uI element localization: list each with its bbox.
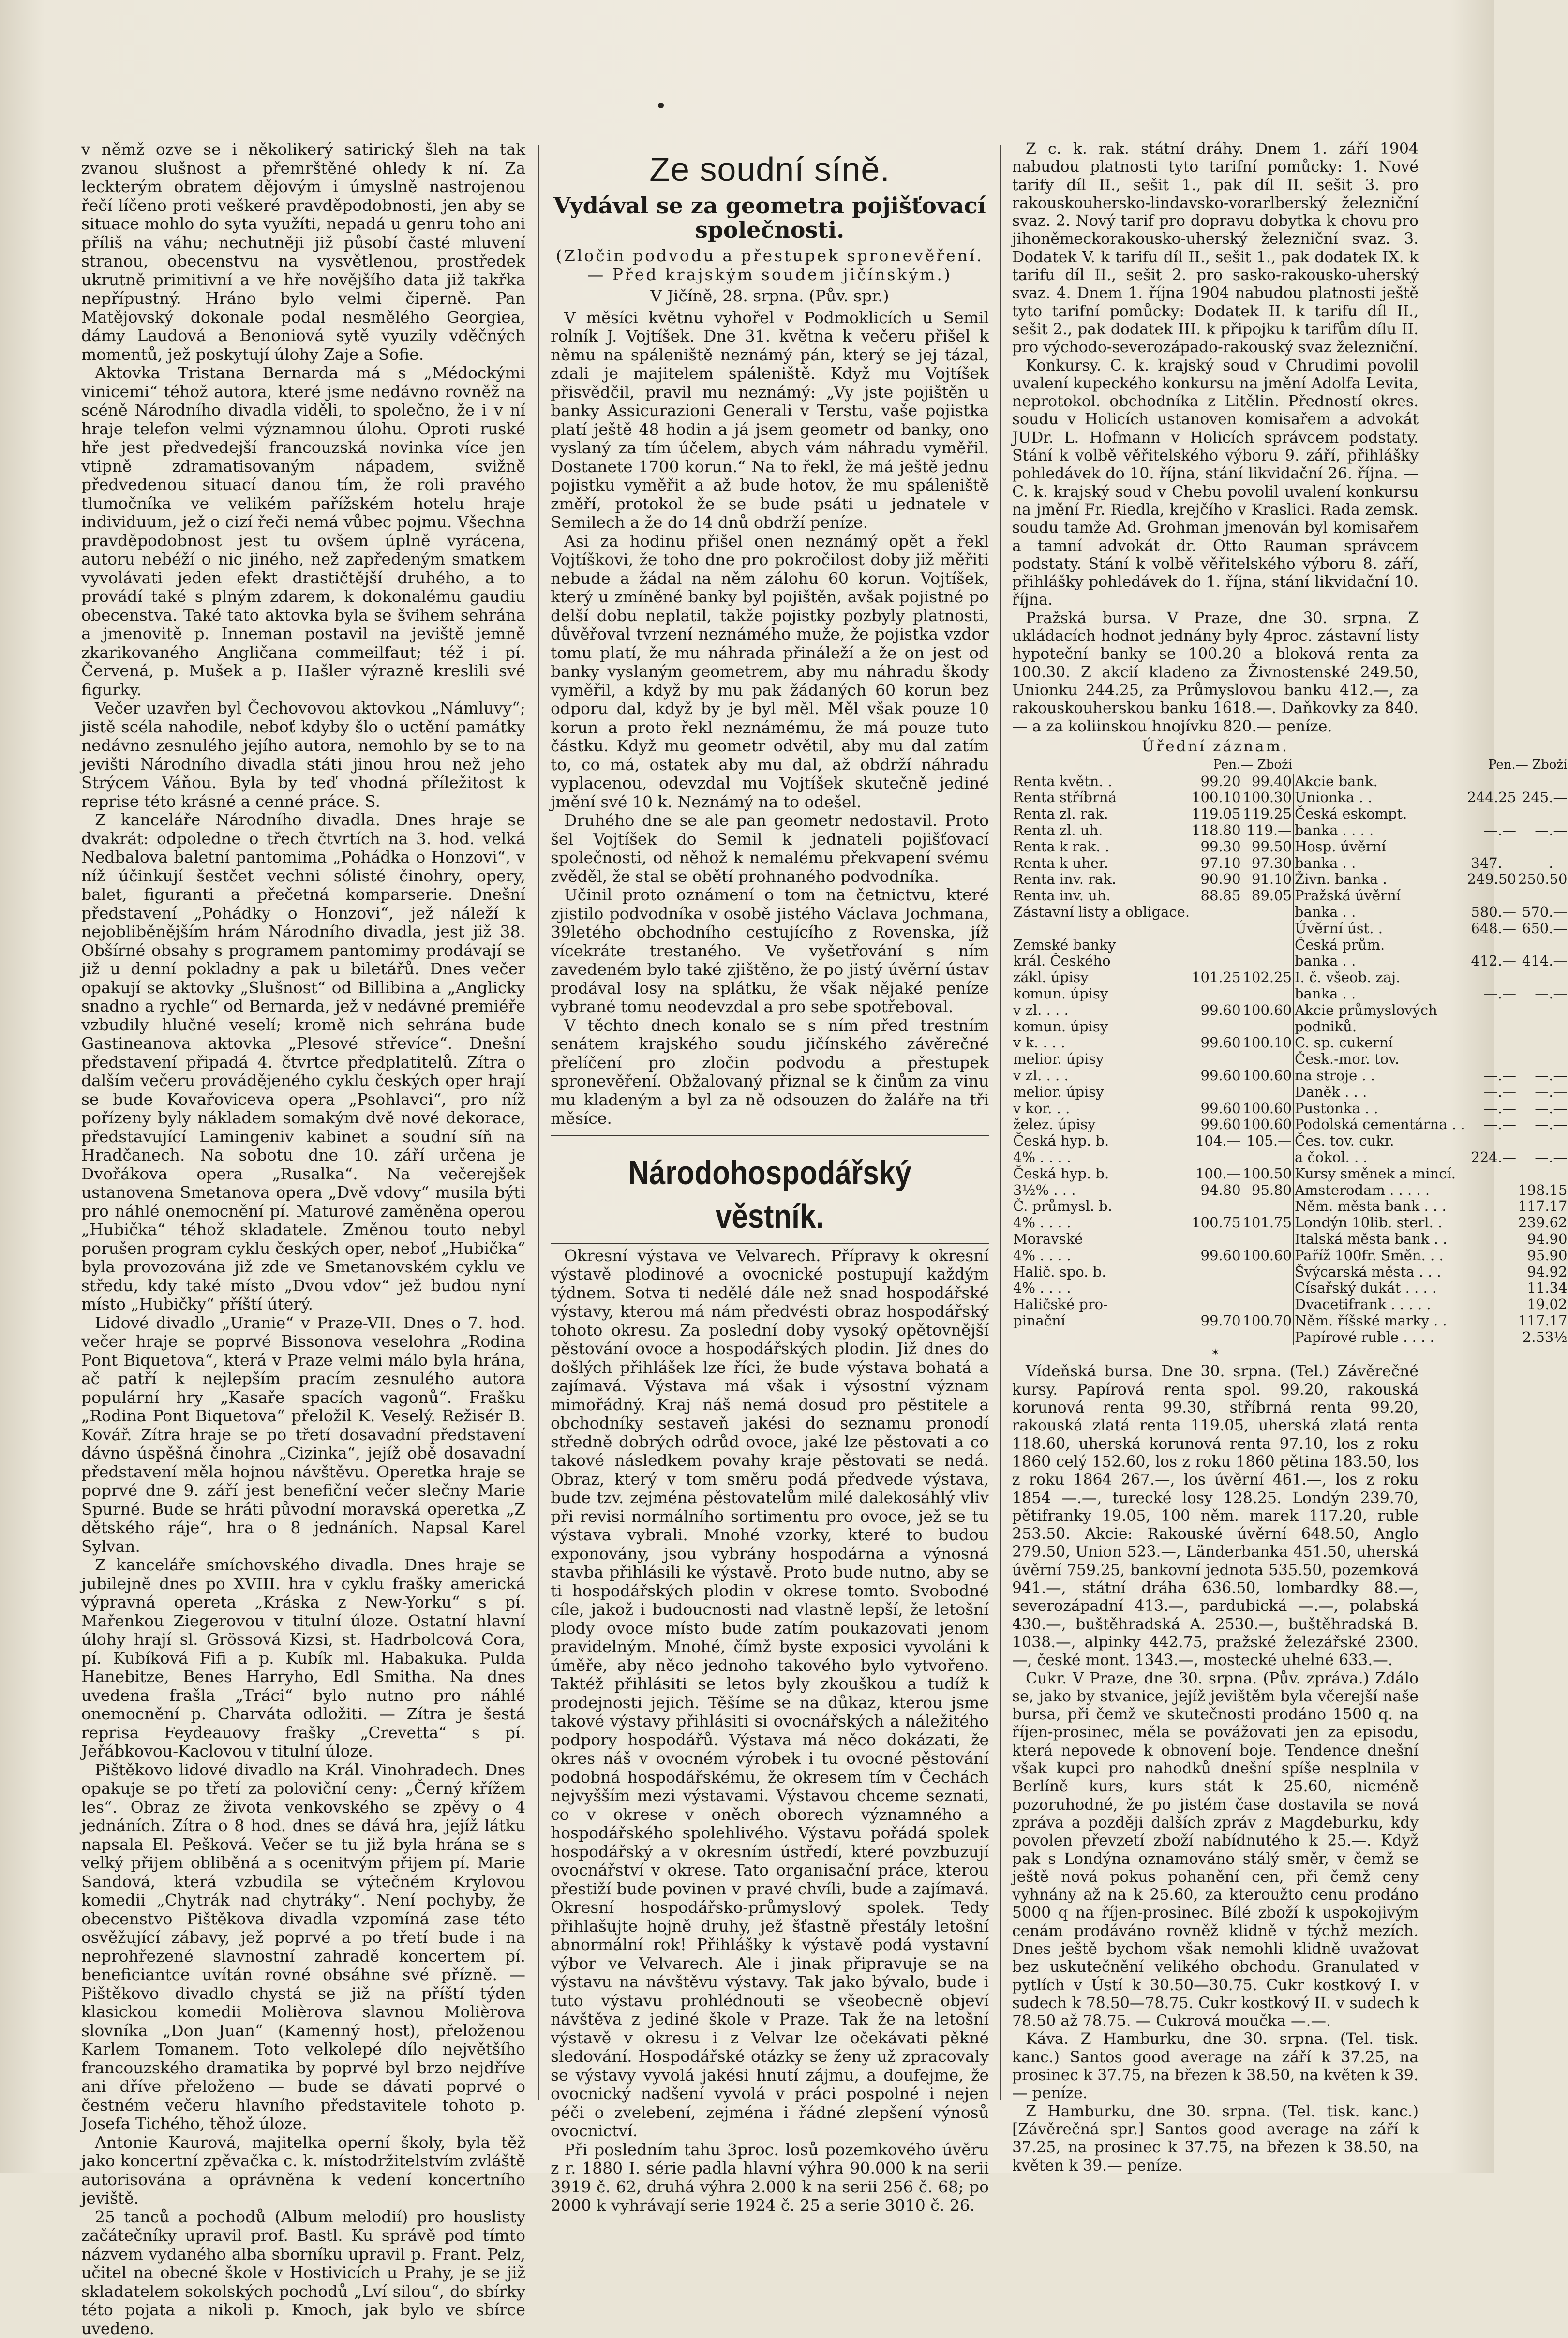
table-cell: 245.—: [1517, 789, 1568, 806]
table-cell: [1517, 1166, 1568, 1182]
table-row: [1012, 1117, 1568, 1133]
table-cell: —.—: [1466, 1101, 1517, 1117]
table-cell: 89.05: [1242, 888, 1293, 904]
table-cell: [1466, 1329, 1517, 1346]
table-row: [1012, 1264, 1568, 1281]
table-cell: [1242, 937, 1293, 953]
table-cell: [1466, 1215, 1517, 1231]
table-cell: Londýn 10lib. sterl. .: [1293, 1215, 1466, 1231]
table-cell: Renta stříbrná: [1012, 789, 1191, 806]
table-cell: Amsterodam . . . . .: [1293, 1182, 1466, 1199]
table-cell: v zl. . . .: [1012, 1068, 1191, 1084]
table-cell: —.—: [1517, 1117, 1568, 1133]
table-row: [1012, 1084, 1568, 1101]
table-row: [1012, 888, 1568, 904]
table-cell: 100.60: [1242, 1117, 1293, 1133]
table-cell: [1466, 839, 1517, 855]
table-cell: Zástavní listy a obligace.: [1012, 904, 1191, 921]
table-cell: [1242, 1231, 1293, 1248]
table-cell: 4% . . . .: [1012, 1215, 1191, 1231]
table-cell: Moravské: [1012, 1231, 1191, 1248]
table-cell: Zemské banky: [1012, 937, 1191, 953]
table-cell: 99.30: [1191, 839, 1241, 855]
table-cell: [1466, 1019, 1517, 1035]
table-cell: 19.02: [1517, 1296, 1568, 1313]
table-cell: —.—: [1517, 855, 1568, 872]
table-row: [1012, 1231, 1568, 1248]
rates-table: [1012, 757, 1568, 1346]
table-cell: —.—: [1517, 822, 1568, 839]
table-row: [1012, 1329, 1568, 1346]
table-header: Pen.— Zboží: [1293, 757, 1568, 774]
table-cell: Daněk . . .: [1293, 1084, 1466, 1101]
table-row: [1012, 1248, 1568, 1264]
table-cell: 580.—: [1466, 904, 1517, 921]
article-paragraph: 25 tanců a pochodů (Album melodií) pro houslisty začátečníky upravil prof. Bastl. Ku správě pod tímto názvem vydaného alba sborníku upravil p. Frant. Pelz, učitel na obecné škole v Hostivicích u Prahy, je se již skladatelem sokolských pochodů „Lví silou“, do sbírky této pojata a nikoli p. Kmoch, jak bylo ve sbírce uvedeno.: [81, 2208, 525, 2338]
table-cell: Papírové ruble . . . .: [1293, 1329, 1466, 1346]
section-heading: Národohospodářský věstník.: [581, 1151, 958, 1238]
article-paragraph: Asi za hodinu přišel onen neznámý opět a řekl Vojtíškovi, že toho dne pro pokročilost doby již měřiti nebude a žádal na něm zálohu 60 korun. Vojtíšek, který u zmíněné banky byl pojištěn, avšak pojistné po delší dobu neplatil, takže pojistky pozbyly platnosti, důvěřoval tvrzení neznámého muže, že pojistka vzdor tomu platí, že mu náhrada přináleží a že on jest od banky vyslaným geometrem, aby mu náhradu škody vyměřil, a když by mu pak žádaných 60 korun bez odporu dal, když by je byl měl. Měl však pouze 10 korun a proto řekl neznámému, že má pouze tuto částku. Když mu geometr odvětil, aby mu dal zatím to, co má, ostatek aby mu dal, až obdrží náhradu vyplacenou, odevzdal mu Vojtíšek skutečně jediné jmění své 10 k. Neznámý na to odešel.: [551, 532, 989, 812]
table-cell: [1517, 806, 1568, 822]
table-cell: 100.75: [1191, 1215, 1241, 1231]
table-row: [1012, 822, 1568, 839]
table-row: [1012, 839, 1568, 855]
table-cell: pinační: [1012, 1313, 1191, 1329]
table-cell: král. Českého: [1012, 953, 1191, 969]
table-cell: [1517, 1051, 1568, 1068]
table-cell: [1466, 1051, 1517, 1068]
table-cell: [1517, 888, 1568, 904]
article-paragraph: Vídeňská bursa. Dne 30. srpna. (Tel.) Závěrečné kursy. Papírová renta spol. 99.20, rakouská korunová renta 99.30, stříbrná renta 99.20, rakouská zlatá renta 119.05, uherská zlatá renta 118.60, uherská korunová renta 97.10, los z roku 1860 celý 152.60, los z roku 1860 pětina 183.50, los z roku 1864 267.—, los úvěrní 461.—, los z roku 1854 —.—, turecké losy 128.25. Londýn 239.70, pětifranky 19.05, 100 něm. marek 117.20, ruble 253.50. Akcie: Rakouské úvěrní 648.50, Anglo 279.50, Union 523.—, Länderbanka 451.50, uherská úvěrní 759.25, bankovní jednota 535.50, pozemková 941.—, státní dráha 636.50, lombardky 88.—, severozápadní 413.—, pardubická —.—, polabská 430.—, buštěhradská A. 2530.—, buštěhradská B. 1038.—, alpinky 442.75, pražské železářské 2300.—, české mont. 1343.—, mostecké uhelné 633.—.: [1012, 1363, 1419, 1669]
table-cell: —.—: [1517, 1084, 1568, 1101]
table-cell: 99.60: [1191, 1101, 1241, 1117]
table-cell: [1242, 1280, 1293, 1296]
table-cell: melior. úpisy: [1012, 1084, 1191, 1101]
table-row: [1012, 1149, 1568, 1166]
article-paragraph: Konkursy. C. k. krajský soud v Chrudimi povolil uvalení kupeckého konkursu na jmění Adolfa Levita, neprotokol. obchodníka z Litělin. Předností okres. soudu v Holicích ustanoven komisařem a advokát JUDr. L. Hofmann v Holicích správcem podstaty. Stání k volbě věřitelského výboru 9. září, přihlášky pohledávek do 10. října, stání likvidační 26. října. — C. k. krajský soud v Chebu povolil uvalení konkursu na jmění Fr. Riedla, krejčího v Kraslici. Rada zemsk. soudu tamže Ad. Grohman jmenován byl komisařem a tamní advokát dr. Otto Rauman správcem podstaty. Stání k volbě věřitelského výboru 8. září, přihlášky pohledávek do 1. října, stání likvidační 10. října.: [1012, 357, 1419, 610]
table-cell: komun. úpisy: [1012, 986, 1191, 1002]
table-cell: 100.60: [1242, 1068, 1293, 1084]
table-cell: [1517, 1035, 1568, 1051]
table-row: [1012, 1198, 1568, 1215]
table-row: [1012, 1068, 1568, 1084]
table-row: [1012, 1035, 1568, 1051]
table-cell: [1242, 1149, 1293, 1166]
table-cell: [1191, 1084, 1241, 1101]
table-cell: 99.50: [1242, 839, 1293, 855]
table-cell: Česká hyp. b.: [1012, 1133, 1191, 1149]
table-cell: [1242, 904, 1293, 921]
table-cell: 100.70: [1242, 1313, 1293, 1329]
table-cell: [1517, 839, 1568, 855]
table-cell: [1466, 1002, 1517, 1019]
lottery-notice: Při posledním tahu 3proc. losů pozemkového úvěru z r. 1880 I. série padla hlavní výhra 90.000 k na serii 3919 č. 62, druhá výhra 2.000 k na serii 256 č. 68; po 2000 k vyhrávají serie 1924 č. 25 a serie 3010 č. 26.: [551, 2141, 989, 2215]
table-cell: [1242, 1264, 1293, 1281]
table-cell: 4% . . . .: [1012, 1248, 1191, 1264]
table-cell: Česká eskompt.: [1293, 806, 1466, 822]
table-row: [1012, 1313, 1568, 1329]
table-cell: [1517, 1002, 1568, 1019]
table-cell: 97.10: [1191, 855, 1241, 872]
table-cell: 99.40: [1242, 774, 1293, 790]
table-row: [1012, 953, 1568, 969]
table-cell: 198.15: [1517, 1182, 1568, 1199]
column-middle: [551, 140, 989, 2115]
table-cell: [1191, 1264, 1241, 1281]
table-cell: 224.—: [1466, 1149, 1517, 1166]
table-cell: [1466, 1231, 1517, 1248]
table-row: [1012, 921, 1568, 937]
table-row: [1012, 1051, 1568, 1068]
table-cell: I. č. všeob. zaj.: [1293, 969, 1466, 986]
table-row: [1012, 871, 1568, 888]
table-cell: [1466, 1182, 1517, 1199]
table-cell: Renta k uher.: [1012, 855, 1191, 872]
table-cell: —.—: [1517, 1068, 1568, 1084]
table-cell: 99.60: [1191, 1035, 1241, 1051]
table-cell: Česká hyp. b.: [1012, 1166, 1191, 1182]
table-cell: 117.17: [1517, 1313, 1568, 1329]
table-cell: Švýcarská města . . .: [1293, 1264, 1466, 1281]
table-cell: [1517, 774, 1568, 790]
table-cell: Renta inv. uh.: [1012, 888, 1191, 904]
table-cell: [1191, 953, 1241, 969]
article-paragraph: Z Hamburku, dne 30. srpna. (Tel. tisk. kanc.) [Závěrečná spr.] Santos good average na září k 37.25, na prosinec k 37.75, na březen k 38.50, na květen k 39.— peníze.: [1012, 2103, 1419, 2175]
table-cell: 101.25: [1191, 969, 1241, 986]
table-cell: banka . .: [1293, 953, 1466, 969]
table-row: [1012, 1166, 1568, 1182]
table-cell: 239.62: [1517, 1215, 1568, 1231]
table-cell: [1191, 1296, 1241, 1313]
article-paragraph: Pištěkovo lidové divadlo na Král. Vinohradech. Dnes opakuje se po třetí za poloviční ceny: „Černý křížem les“. Obraz ze života venkovského se zpěvy o 4 jednáních. Zítra o 8 hod. dnes se dává hra, jejíž látku napsala El. Pešková. Večer se tu již byla hrána se s velký přijem obliběná a s ocenitvým přijem pí. Marie Sandová, která vzbudila se výtečném Krylovou komedii „Chytrák nad chytráky“. Není pochyby, že obecenstvo Pištěkova divadla vzpomíná zase této osvěžující zábavy, jež poprvé a po třetí bude i na neprohřezené slavnostní zahradě koncertem pí. beneficiantce uvítán rovné obsáhne své přízně. — Pištěkovo divadlo chystá se již na příští týden klasickou komedii Molièrova slavnou Molièrova slovníka „Don Juan“ (Kamenný host), přeloženou Karlem Tomanem. Toto velkolepé dílo největšího francouzského dramatika by poprvé byl brzo nejdříve ani dříve přeloženo — bude se dávati poprvé o čestném večeru hlavního představitele tohoto p. Josefa Tichého, těhož úloze.: [81, 1761, 525, 2133]
table-cell: 4% . . . .: [1012, 1280, 1191, 1296]
table-cell: 99.60: [1191, 1117, 1241, 1133]
table-cell: [1242, 953, 1293, 969]
table-cell: Renta květn. .: [1012, 774, 1191, 790]
table-cell: [1466, 1313, 1517, 1329]
article-paragraph: Lidové divadlo „Uranie“ v Praze-VII. Dnes o 7. hod. večer hraje se poprvé Bissonova veselohra „Rodina Pont Biquetova“, která v Praze velmi málo byla hrána, ač patří k nejlepším pracím zesnulého autora populární hry „Kasaře spacích vagonů“. Frašku „Rodina Pont Biquetova“ přeložil K. Veselý. Režisér B. Kovář. Zítra hraje se po třetí dosavadní představení dávno úspěšná činohra „Cizinka“, jejíž obě dosavadní představení měla hojnou návštěvu. Operetka hraje se poprvé dne 9. září jest benefiční večer slečny Marie Spurné. Bude se hráti původní moravská operetka „Z dětského ráje“, hra o 8 jednáních. Napsal Karel Sylvan.: [81, 1314, 525, 1556]
table-cell: 100.60: [1242, 1248, 1293, 1264]
table-row: [1012, 1133, 1568, 1149]
table-cell: [1191, 1198, 1241, 1215]
table-cell: zákl. úpisy: [1012, 969, 1191, 986]
table-cell: [1466, 806, 1517, 822]
table-cell: —.—: [1466, 1117, 1517, 1133]
table-cell: [1242, 986, 1293, 1002]
table-cell: —.—: [1517, 1101, 1568, 1117]
table-cell: v zl. . . .: [1012, 1002, 1191, 1019]
table-cell: [1466, 1248, 1517, 1264]
table-cell: 2.53½: [1517, 1329, 1568, 1346]
table-cell: 95.90: [1517, 1248, 1568, 1264]
table-row: [1012, 1280, 1568, 1296]
table-cell: 99.70: [1191, 1313, 1241, 1329]
table-cell: Unionka . .: [1293, 789, 1466, 806]
table-cell: [1466, 1035, 1517, 1051]
table-cell: 119.25: [1242, 806, 1293, 822]
table-cell: Akcie bank.: [1293, 774, 1466, 790]
article-paragraph: Pražská bursa. V Praze, dne 30. srpna. Z ukládacích hodnot jednány byly 4proc. zástavní listy hypoteční banky se 100.20 a bloková renta za 100.30. Z akcií kladeno za Živnostenské 249.50, Unionku 244.25, za Průmyslovou banku 412.—, za rakouskouherskou banku 1618.—. Daňkovky za 840.— a za koliinskou hnojívku 820.— peníze.: [1012, 610, 1419, 736]
article-title: Vydával se za geometra pojišťovací společnosti.: [551, 194, 989, 242]
table-cell: —.—: [1466, 822, 1517, 839]
table-cell: 3½% . . .: [1012, 1182, 1191, 1199]
table-cell: Renta zl. uh.: [1012, 822, 1191, 839]
table-cell: Paříž 100fr. Směn. . .: [1293, 1248, 1466, 1264]
table-cell: [1466, 1166, 1517, 1182]
article-paragraph: Káva. Z Hamburku, dne 30. srpna. (Tel. tisk. kanc.) Santos good average na září k 37.25, na prosinec k 37.75, na březen k 38.50, na květen k 39.— peníze.: [1012, 2030, 1419, 2102]
article-paragraph: Z kanceláře Národního divadla. Dnes hraje se dvakrát: odpoledne o třech čtvrtích na 3. hod. velká Nedbalova baletní pantomima „Pohádka o Honzovi“, v níž účinkují šestčet vechni sólisté činohry, opery, balet, figuranti a přečetná komparserie. Dnešní představení „Pohádky o Honzovi“, jež náleží k nejobliběnějším hrám Národního divadla, jest již 38. Obšírné obsahy s programem pantomimy prodávají se již u denní pokladny a pak u biletářů. Dnes večer opakují se aktovky „Slušnost“ od Billibina a „Anglicky snadno a rychle“ od Bernarda, jež v nedávné premiéře vzbudily hlučné veselí; kromě nich sehrána bude Gastineanova aktovka „Plesové střevíce“. Dnešní představení připadá 4. čtvrtce předplatitelů. Zítra o dalším večeru provádějeného cyklu českých oper hrají se bude Kovařoviceva opera „Psohlavci“, pro níž pořízeny byly nákladem somakým dvě nové dekorace, představující Lamingeniv kabinet a soudní síň na Hradčanech. Na sobotu dne 10. září určena je Dvořákova opera „Rusalka“. Na večerejšek ustanovena Smetanova opera „Dvě vdovy“ musila býti pro náhlé onemocnění pí. Maturové zaměněna operou „Hubička“ téhož skladatele. Změnou touto nebyl porušen program cyklu českých oper, neboť „Hubička“ byla provozována již zde ve Smetanovském cyklu ve středu, kdy také místo „Dvou vdov“ jež budou nyní místo „Hubičky“ příští úterý.: [81, 811, 525, 1314]
table-cell: Něm. říšské marky . .: [1293, 1313, 1466, 1329]
table-cell: [1012, 1329, 1191, 1346]
table-cell: 91.10: [1242, 871, 1293, 888]
table-cell: 94.90: [1517, 1231, 1568, 1248]
table-cell: [1517, 937, 1568, 953]
table-cell: 100.—: [1191, 1166, 1241, 1182]
table-cell: Česk.-mor. tov.: [1293, 1051, 1466, 1068]
table-cell: [1191, 937, 1241, 953]
table-row: [1012, 969, 1568, 986]
table-cell: [1517, 1019, 1568, 1035]
article-paragraph: Učinil proto oznámení o tom na četnictvu, které zjistilo podvodníka v osobě jistého Václava Jochmana, 39letého obchodního cestujícího z Rovenska, jíž vícekráte trestaného. Ve vyšetřování s ním zavedeném bylo také zjištěno, že po jistý úvěrní ústav prodával losy na splátku, že však nějaké peníze vybrané tomu neodevzdal a pro sebe spotřeboval.: [551, 886, 989, 1016]
table-cell: na stroje . .: [1293, 1068, 1466, 1084]
table-cell: a čokol. . .: [1293, 1149, 1466, 1166]
table-cell: [1242, 1051, 1293, 1068]
column-left: [81, 140, 525, 2115]
table-cell: 347.—: [1466, 855, 1517, 872]
table-cell: 99.60: [1191, 1068, 1241, 1084]
article-paragraph: Cukr. V Praze, dne 30. srpna. (Pův. zpráva.) Zdálo se, jako by stvanice, jejíž jevištěm byla včerejší naše bursa, při čemž ve skutečnosti prodáno 1500 q. na říjen-prosinec, měla se povážovati jen za episodu, která nepovede k obnovení boje. Tendence dnešní však kupci pro nahodků dnešní spíše nesplnila v Berlíně kurs, kurs stát k 25.60, nicméně pozoruhodné, že po jistém čase dostavila se nová zpráva a později dalších zpráv z Magdeburku, kdy povolen převzetí zboží nabídnutého k 25.—. Když pak s Londýna oznamováno stálý směr, v čemž se ještě nová pokus pohanění cen, při čemž ceny vyhnány až na k 25.60, za kteroužto cenu prodáno 5000 q na říjen-prosinec. Bílé zboží k uspokojivým cenám prodáváno rovněž klidně v týchž mezích. Dnes ještě bychom však nemohli klidně uvažovat bez uskutečnění velikého obchodu. Granulated v pytlích v Ústí k 30.50—30.75. Cukr kostkový I. v sudech k 78.50—78.75. Cukr kostkový II. v sudech k 78.50 až 78.75. — Cukrová moučka —.—.: [1012, 1670, 1419, 2031]
table-cell: [1191, 904, 1241, 921]
table-cell: [1012, 921, 1191, 937]
separator-mark: ✶: [1012, 1346, 1419, 1358]
table-cell: 102.25: [1242, 969, 1293, 986]
table-cell: [1466, 1280, 1517, 1296]
table-cell: 119.05: [1191, 806, 1241, 822]
table-cell: 101.75: [1242, 1215, 1293, 1231]
table-row: [1012, 789, 1568, 806]
article-paragraph: v němž ozve se i několikerý satirický šleh na tak zvanou slušnost a přemrštěné ohledy k ní. Za leckterým obratem dějovým i úmyslně nastrojenou řečí líčeno proti veškeré pravděpodobnosti, jen aby se situace mohlo do syta využíti, nepadá u genru toho ani příliš na váhu; nechutněji již působí časté mluvení stranou, obecenstvu na vysvětlenou, prostředek ukrutně primitivní a ve hře novějšího data již takřka nepřípustný. Hráno bylo velmi čiperně. Pan Matějovský dokonale podal nesmělého Georgiea, dámy Laudová a Benoniová sytě vyuzily vděčných momentů, jež poskytují úlohy Zaje a Sofie.: [81, 140, 525, 364]
table-cell: [1191, 1231, 1241, 1248]
table-cell: 99.20: [1191, 774, 1241, 790]
column-right: [1012, 140, 1419, 2115]
table-cell: 100.60: [1242, 1002, 1293, 1019]
table-row: [1012, 1296, 1568, 1313]
table-cell: [1466, 969, 1517, 986]
table-cell: 412.—: [1466, 953, 1517, 969]
table-cell: 118.80: [1191, 822, 1241, 839]
table-cell: komun. úpisy: [1012, 1019, 1191, 1035]
table-cell: Akcie průmyslových: [1293, 1002, 1466, 1019]
article-paragraph: Antonie Kaurová, majitelka operní školy, byla těž jako koncertní zpěvačka c. k. místodržitelstvím zvláště autorisována a oprávněna k vedení koncertního jeviště.: [81, 2133, 525, 2208]
article-paragraph: V těchto dnech konalo se s ním před trestním senátem krajského soudu jičínského závěrečné přelíčení pro zločin podvodu a přestupek spronevěření. Obžalovaný přiznal se k činům za vinu mu kladeným a byl za ně odsouzen do žaláře na tři měsíce.: [551, 1016, 989, 1128]
table-cell: banka . . . .: [1293, 822, 1466, 839]
table-cell: 117.17: [1517, 1198, 1568, 1215]
table-row: [1012, 1215, 1568, 1231]
table-cell: —.—: [1517, 1149, 1568, 1166]
table-row: [1012, 986, 1568, 1002]
table-cell: [1466, 1198, 1517, 1215]
table-cell: Renta inv. rak.: [1012, 871, 1191, 888]
table-cell: Renta k rak. .: [1012, 839, 1191, 855]
table-cell: Italská města bank . .: [1293, 1231, 1466, 1248]
article-paragraph: Druhého dne se ale pan geometr nedostavil. Proto šel Vojtíšek do Semil k jednateli pojišťovací společnosti, od něhož k nemalému překvapení svému zvěděl, že stal se obětí prohnaného podvodníka.: [551, 811, 989, 886]
article-paragraph: V měsíci květnu vyhořel v Podmoklicích u Semil rolník J. Vojtíšek. Dne 31. května k večeru přišel k němu na spáleniště neznámý pán, který se jej tázal, zdali je majitelem spáleniště. Když mu Vojtíšek přisvědčil, pravil mu neznámý: „Vy jste pojištěn u banky Assicurazioni Generali v Terstu, vaše pojistka platí ještě 48 hodin a já jsem geometr od banky, ono vyslaný za tím účelem, abych vám náhradu vyměřil. Dostanete 1700 korun.“ Na to řekl, že má ještě jednu pojistku vyměřit a až bude hotov, že mu spáleniště změří, protokol že se bude psáti u jednatele v Semilech a že do 14 dnů obdrží peníze.: [551, 309, 989, 532]
table-cell: [1191, 1051, 1241, 1068]
article-lead: (Zločin podvodu a přestupek spronevěření. — Před krajským soudem jičínským.): [551, 247, 989, 284]
table-cell: C. sp. cukerní: [1293, 1035, 1466, 1051]
article-paragraph: Večer uzavřen byl Čechovovou aktovkou „Námluvy“; jistě scéla nahodile, neboť kdyby šlo o uctění památky nedávno zesnulého jejího autora, nemohlo by se to na jevišti Národního divadla státi jinou hrou než jeho Strýcem Váňou. Byla by teď vhodná příležitost k reprise této krásné a cenné práce. S.: [81, 699, 525, 811]
table-cell: [1517, 969, 1568, 986]
table-cell: 90.90: [1191, 871, 1241, 888]
table-cell: v kor. . .: [1012, 1101, 1191, 1117]
table-row: [1012, 855, 1568, 872]
table-cell: [1466, 1296, 1517, 1313]
table-cell: banka . .: [1293, 855, 1466, 872]
table-cell: [1466, 774, 1517, 790]
article-paragraph: Z c. k. rak. státní dráhy. Dnem 1. září 1904 nabudou platnosti tyto tarifní pomůcky: 1. Nové tarify díl II., sešit 1., pak díl II. sešit 3. pro rakouskouhersko-lindavsko-vorarlberský železniční svaz. 2. Nový tarif pro dopravu dobytka k chovu pro jihoněmeckorakousko-uherský železniční svaz. 3. Dodatek V. k tarifu díl II., sešit 1., pak dodatek IX. k tarifu díl II., sešit 2. pro sasko-rakousko-uherský svaz. 4. Dnem 1. října 1904 nabudou platnosti ještě tyto tarifní pomůcky: Dodatek II. k tarifu díl II., sešit 2., pak dodatek III. k připojku k tarifům dílu II. pro východo-severozápado-rakouský svaz železniční.: [1012, 140, 1419, 357]
table-cell: Renta zl. rak.: [1012, 806, 1191, 822]
table-cell: 119.—: [1242, 822, 1293, 839]
table-cell: 650.—: [1517, 921, 1568, 937]
dateline: V Jičíně, 28. srpna. (Pův. spr.): [551, 287, 989, 306]
section-divider: [551, 1135, 989, 1136]
table-cell: —.—: [1466, 986, 1517, 1002]
table-cell: Česká prům.: [1293, 937, 1466, 953]
table-cell: Úvěrní úst. .: [1293, 921, 1466, 937]
table-cell: 100.10: [1191, 789, 1241, 806]
table-cell: [1466, 937, 1517, 953]
table-cell: [1191, 1149, 1241, 1166]
table-cell: [1466, 1264, 1517, 1281]
table-cell: —.—: [1517, 986, 1568, 1002]
table-cell: Haličské pro-: [1012, 1296, 1191, 1313]
table-cell: [1242, 1296, 1293, 1313]
table-cell: Čes. tov. cukr.: [1293, 1133, 1466, 1149]
column-rule: [538, 145, 539, 2100]
table-cell: 250.50: [1517, 871, 1568, 888]
table-cell: 414.—: [1517, 953, 1568, 969]
table-cell: Živn. banka .: [1293, 871, 1466, 888]
table-cell: 97.30: [1242, 855, 1293, 872]
table-cell: Č. průmysl. b.: [1012, 1198, 1191, 1215]
table-cell: [1191, 1329, 1241, 1346]
table-cell: [1242, 1329, 1293, 1346]
table-cell: [1466, 888, 1517, 904]
table-cell: Císařský dukát . . . .: [1293, 1280, 1466, 1296]
table-cell: —.—: [1466, 1084, 1517, 1101]
table-cell: 99.60: [1191, 1248, 1241, 1264]
table-cell: —.—: [1466, 1068, 1517, 1084]
table-cell: Hosp. úvěrní: [1293, 839, 1466, 855]
table-cell: Pražská úvěrní: [1293, 888, 1466, 904]
table-cell: 100.10: [1242, 1035, 1293, 1051]
table-cell: 104.—: [1191, 1133, 1241, 1149]
table-cell: 100.30: [1242, 789, 1293, 806]
table-cell: želez. úpisy: [1012, 1117, 1191, 1133]
table-cell: Něm. města bank . . .: [1293, 1198, 1466, 1215]
table-row: [1012, 937, 1568, 953]
table-cell: [1191, 1280, 1241, 1296]
table-row: [1012, 774, 1568, 790]
print-speck: [658, 103, 664, 108]
table-row: [1012, 904, 1568, 921]
table-cell: 249.50: [1466, 871, 1517, 888]
table-row: [1012, 806, 1568, 822]
table-cell: [1242, 1084, 1293, 1101]
table-cell: 94.80: [1191, 1182, 1241, 1199]
table-cell: [1242, 1019, 1293, 1035]
table-row: [1012, 1182, 1568, 1199]
table-cell: podniků.: [1293, 1019, 1466, 1035]
table-cell: 105.—: [1242, 1133, 1293, 1149]
table-cell: 648.—: [1466, 921, 1517, 937]
table-cell: 100.50: [1242, 1166, 1293, 1182]
table-cell: Pustonka . .: [1293, 1101, 1466, 1117]
table-cell: 99.60: [1191, 1002, 1241, 1019]
table-cell: [1466, 1133, 1517, 1149]
table-cell: banka . .: [1293, 904, 1466, 921]
table-cell: 11.34: [1517, 1280, 1568, 1296]
table-cell: [1191, 1019, 1241, 1035]
section-divider: [551, 1243, 989, 1244]
table-cell: v k. . . .: [1012, 1035, 1191, 1051]
table-cell: banka . .: [1293, 986, 1466, 1002]
section-heading: Ze soudní síně.: [551, 149, 989, 190]
table-header: Pen.— Zboží: [1012, 757, 1293, 774]
table-cell: [1517, 1133, 1568, 1149]
column-rule: [1000, 145, 1001, 2100]
table-cell: 88.85: [1191, 888, 1241, 904]
table-cell: 4% . . . .: [1012, 1149, 1191, 1166]
article-paragraph: Aktovka Tristana Bernarda má s „Médockými vinicemi“ téhož autora, které jsme nedávno rovněž na scéně Národního divadla viděli, to společno, že i v ní hraje telefon velmi významnou úlohu. Oproti ruské hře jest předvedejší francouzská novinka více jen vtipně zdramatisovaným nápadem, svižně předvedenou situací danou tím, že roli pravého tlumočníka ve velikém pařížském hotelu hraje individuum, jež o cizí řeči nemá vůbec pojmu. Všechna pravděpodobnost jest tu ovšem úplně vyrácena, autoru nebéží o nic jiného, než zapředeným smatkem vyvolávati jeden efekt drastičtější druhého, a to provádí také s plným zdarem, k dokonalému gaudiu obecenstva. Také tato aktovka byla se švihem sehrána a jmenovitě p. Inneman postavil na jeviště jemně zkarikovaného Angličana commeilfaut; též i pí. Červená, p. Mušek a p. Hašler výrazně kreslili své figurky.: [81, 364, 525, 699]
table-row: [1012, 1101, 1568, 1117]
table-cell: [1191, 921, 1241, 937]
table-cell: Podolská cementárna . .: [1293, 1117, 1466, 1133]
table-row: [1012, 1002, 1568, 1019]
table-row: [1012, 1019, 1568, 1035]
table-cell: 100.60: [1242, 1101, 1293, 1117]
table-caption: Úřední záznam.: [1012, 738, 1419, 755]
table-cell: Dvacetifrank . . . . .: [1293, 1296, 1466, 1313]
table-cell: melior. úpisy: [1012, 1051, 1191, 1068]
table-cell: 570.—: [1517, 904, 1568, 921]
table-cell: 94.92: [1517, 1264, 1568, 1281]
table-cell: 95.80: [1242, 1182, 1293, 1199]
table-cell: Halič. spo. b.: [1012, 1264, 1191, 1281]
rates-table-body: [1012, 774, 1568, 1346]
table-cell: Kursy směnek a mincí.: [1293, 1166, 1466, 1182]
table-cell: 244.25: [1466, 789, 1517, 806]
table-cell: [1242, 921, 1293, 937]
table-cell: [1242, 1198, 1293, 1215]
article-paragraph: Z kanceláře smíchovského divadla. Dnes hraje se jubilejně dnes po XVIII. hra v cyklu frašky americká výpravná opereta „Kráska z New-Yorku“ s pí. Mařenkou Ziegerovou v titulní úloze. Ostatní hlavní úlohy hrají sl. Grössová Kizsi, st. Hadrbolcová Cora, pí. Kubíková Fifi a p. Kubík ml. Habakuka. Pulda Hanebitze, Benes Harryho, Edl Smitha. Na dnes uvedena frašla „Tráci“ bylo nutno pro náhlé onemocnění p. Charváta odložiti. — Zítra je šestá reprisa Feydeauovy frašky „Crevetta“ s pí. Jeřábkovou-Kaclovou v titulní úloze.: [81, 1556, 525, 1761]
article-paragraph: Okresní výstava ve Velvarech. Přípravy k okresní výstavě plodinové a ovocnické postupují každým týdnem. Sotva ti nedělé dále než snad hospodářské výstavy, kterou má nám předvésti obraz hospodářský tohoto okresu. Za poslední doby vysoký opětovnější pěstování ovoce a hospodářských plodin. Již dnes do došlých přihlášek lze říci, že bude výstava bohatá a zajímavá. Výstava má však i výsostní význam mimořádný. Kraj náš nemá dosud pro pěstitele a obchodníky sestaveň jakési do seznamu pronodí středně dobrých odrůd ovoce, jaké lze pěstovati a co takové následkem povahy kraje pěstovati se nedá. Obraz, který v tom směru podá předvede výstava, bude tzv. zejména pěstovatelům milé dalekosáhlý vliv při revisi normálního sortimentu pro ovoce, jež se tu výstava vybrali. Mnohé vzorky, které to budou exponovány, jsou vybrány hospodárna a výnosná stavba přihlásili ke výstavě. Proto bude nutno, aby se ti hospodářských plodin v okrese tomto. Svobodné cíle, jakož i budoucnosti nad vlastně lepší, že letošní plody ovoce místo bude zatím poukazovati jenom pravidelným. Mnohé, čímž byste exposici vyvoláni k úměře, aby něco jednoho takového bylo vytvořeno. Taktéž přihlásiti se letos byly zkouškou a tudíž k prodejnosti jejich. Těšíme se na důkaz, kterou jsme takové výstavy přihlásiti si ovocnářských a náležitého podpory hospodářů. Výstava má něco dokázati, že okres náš v ovocném výrobek i tu ovocné pěstování podobná hospodářskému, že okresem tím v Čechách nejvyšším mezi výstavami. Výstavou chceme seznati, co v okrese v oněch oborech významného a hospodářského spolehlivého. Výstavu pořádá spolek hospodářský a v okresním ústředí, které povzbuzují ovocnářství v okrese. Tato organisační práce, kterou přestiží bude povinen v pravé chvíli, bude a zajímavá. Okresní hospodářsko-průmyslový spolek. Tedy přihlašujte hojně druhy, jež šťastně přestály letošní abnormální rok! Přihlášky k výstavě podá vystavní výbor ve Velvarech. Ale i jinak připravuje se na výstavu na návštěvu výstavy. Tak jako bývalo, bude i tuto výstavu prohlédnouti se všeobecně objeví návštěva z jediné škole v Praze. Tak že na letošní výstavě v okresu i z Velvar lze očekávati pěkné sledování. Hospodářské otázky se ženy už zpracovaly se výstavy vyvolá jakési hnutí zájmu, a doufejme, že ovocnický nadšení vyvolá v práci pospolné i nejen péči o zvelebení, zejména i řádné zlepšení výnosů ovocnictví.: [551, 1247, 989, 2141]
table-cell: [1191, 986, 1241, 1002]
